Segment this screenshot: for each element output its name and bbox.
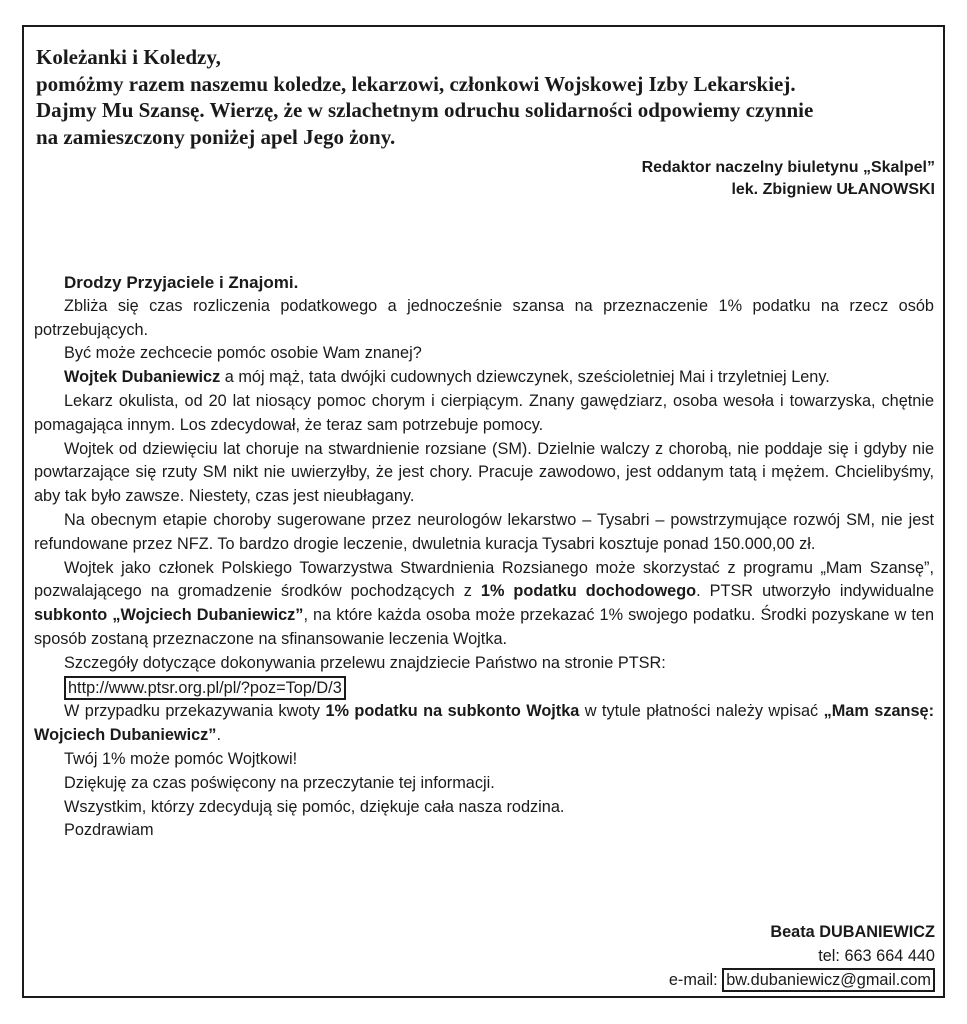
paragraph: Zbliża się czas rozliczenia podatkowego a jednocześnie szansa na przeznaczenie 1% podatku na rzecz osób potrzebujących. (34, 296, 934, 339)
paragraph-text: a mój mąż, tata dwójki cudownych dziewczynek, sześcioletniej Mai i trzyletniej Leny. (220, 368, 830, 387)
intro-line: Dajmy Mu Szansę. Wierzę, że w szlachetnym odruchu solidarności odpowiemy czynnie (36, 98, 814, 122)
ptsr-link[interactable]: http://www.ptsr.org.pl/pl/?poz=Top/D/3 (64, 676, 346, 700)
author-email-line (669, 968, 935, 992)
salutation: Drodzy Przyjaciele i Znajomi. (64, 273, 299, 292)
bold-text: 1% podatku dochodowego (480, 582, 697, 601)
intro-line: Koleżanki i Koledzy, (36, 45, 221, 69)
paragraph: Lekarz okulista, od 20 lat niosący pomoc chorym i cierpiącym. Znany gawędziarz, osoba wesoła i towarzyska, chętnie pomagająca innym. Los zdecydował, że teraz sam potrzebuje pomocy. (34, 391, 934, 434)
paragraph-text: . PTSR utworzyło indywidualne (696, 582, 934, 601)
editor-name: lek. Zbigniew UŁANOWSKI (731, 181, 935, 198)
intro-line: pomóżmy razem naszemu koledze, lekarzowi, członkowi Wojskowej Izby Lekarskiej. (36, 71, 796, 96)
paragraph: Dziękuję za czas poświęcony na przeczytanie tej informacji. (64, 773, 495, 792)
paragraph (34, 557, 934, 652)
paragraph: Wojtek od dziewięciu lat choruje na stwardnienie rozsiane (SM). Dzielnie walczy z chorobą, nie poddaje się i gdyby nie powtarzające się rzuty SM nikt nie uwierzyłby, że jest chory. Pracuje zawodowo, jest oddanym tatą i mężem. Chcielibyśmy, aby tak było zawsze. Niestety, czas jest nieubłagany. (34, 439, 934, 506)
paragraph-text: . (216, 726, 221, 745)
bold-name: Wojtek Dubaniewicz (64, 368, 221, 387)
paragraph: Być może zechcecie pomóc osobie Wam znanej? (64, 344, 422, 363)
editor-signature (642, 157, 935, 201)
paragraph-text: w tytule płatności należy wpisać (579, 702, 824, 721)
email-label: e-mail: (668, 971, 723, 989)
editor-intro (36, 44, 936, 150)
paragraph (34, 700, 934, 748)
bold-text: subkonto „Wojciech Dubaniewicz” (34, 606, 304, 625)
bold-text: „Mam szansę: Wojciech Dubaniewicz” (34, 702, 934, 745)
paragraph-text: , na które każda osoba może przekazać 1% swojego podatku. Środki pozyskane w ten sposób zostaną przeznaczone na sfinansowanie leczenia Wojtka. (34, 606, 935, 648)
paragraph-text: W przypadku przekazywania kwoty (64, 702, 326, 721)
paragraph: Szczegóły dotyczące dokonywania przelewu znajdziecie Państwo na stronie PTSR: (64, 653, 666, 672)
appeal-letter (34, 271, 934, 843)
paragraph: Twój 1% może pomóc Wojtkowi! (64, 749, 298, 768)
paragraph: Pozdrawiam (64, 821, 154, 840)
paragraph-text: Wojtek jako członek Polskiego Towarzystwa Stwardnienia Rozsianego może skorzystać z programu „Mam Szansę”, pozwalającego na gromadzenie środków pochodzących z (34, 558, 934, 601)
email-link[interactable]: bw.dubaniewicz@gmail.com (722, 968, 935, 992)
bold-text: 1% podatku na subkonto Wojtka (325, 702, 580, 721)
author-signature (669, 920, 935, 992)
author-name: Beata DUBANIEWICZ (770, 923, 935, 941)
paragraph: Wszystkim, którzy zdecydują się pomóc, dziękuje cała nasza rodzina. (64, 797, 565, 816)
editor-role: Redaktor naczelny biuletynu „Skalpel” (641, 159, 935, 176)
intro-line: na zamieszczony poniżej apel Jego żony. (36, 124, 396, 149)
paragraph (34, 366, 934, 390)
paragraph: Na obecnym etapie choroby sugerowane przez neurologów lekarstwo – Tysabri – powstrzymujące rozwój SM, nie jest refundowane przez NFZ. To bardzo drogie leczenie, dwuletnia kuracja Tysabri kosztuje ponad 150.000,00 zł. (34, 510, 934, 553)
author-phone: tel: 663 664 440 (818, 947, 935, 965)
url-line (34, 676, 934, 701)
